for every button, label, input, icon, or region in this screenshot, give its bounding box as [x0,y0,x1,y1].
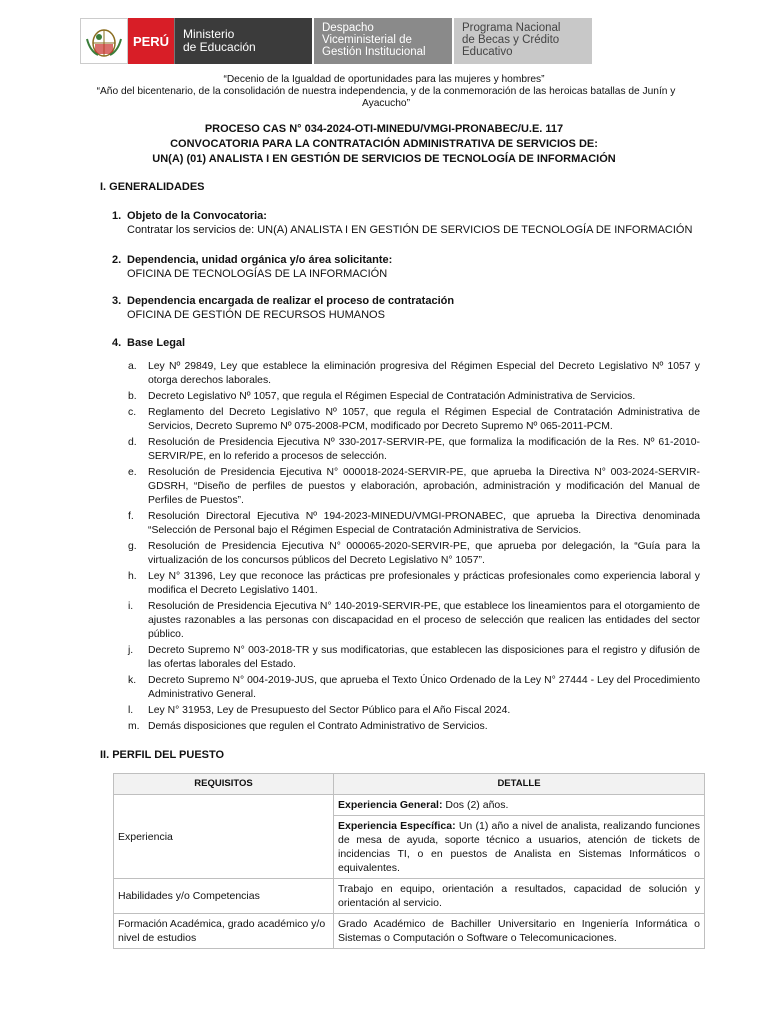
legal-text: Resolución de Presidencia Ejecutiva N° 140-2019-SERVIR-PE, que establece los lineamientos para el otorgamiento de ajustes razonables a las personas con discapacidad en el proceso de selección que realicen las entidades del sector público. [148,601,700,640]
base-legal-list [126,360,700,736]
legal-text: Resolución Directoral Ejecutiva Nº 194-2023-MINEDU/VMGI-PRONABEC, que aprueba la Directiva denominada “Selección de Personal bajo el Régimen Especial de Contratación Administrativa de Servicios. [148,511,700,536]
legal-item [126,720,700,734]
legal-letter: f. [128,511,134,522]
ministerio-line-2: de Educación [183,40,256,54]
legal-letter: g. [128,541,137,552]
exp-general-value: Dos (2) años. [442,799,509,811]
programa-line-3: Educativo [462,46,513,58]
column-header-detalle: DETALLE [334,774,705,795]
legal-text: Demás disposiciones que regulen el Contrato Administrativo de Servicios. [148,721,488,732]
table-header-row [114,774,705,795]
legal-item [126,674,700,702]
legal-letter: d. [128,437,137,448]
section-generalidades: I. GENERALIDADES [100,181,205,193]
table-row [114,795,705,816]
item-objeto [112,209,692,237]
legal-text: Ley N° 31396, Ley que reconoce las prácticas pre profesionales y prácticas profesionales como experiencia laboral y modifica el Decreto Legislativo 1401. [148,571,700,596]
cell-exp-general [334,795,705,816]
item-number: 2. [112,254,122,266]
title-line-1: PROCESO CAS N° 034-2024-OTI-MINEDU/VMGI-PRONABEC/U.E. 117 [204,123,564,135]
ministerio-logo [174,18,312,64]
item-title: Dependencia encargada de realizar el proceso de contratación [127,295,455,307]
despacho-line-3: Gestión Institucional [322,46,426,58]
legal-text: Resolución de Presidencia Ejecutiva Nº 330-2017-SERVIR-PE, que formaliza la modificación de la Res. Nº 61-2010-SERVIR/PE, en lo referido a procesos de selección. [148,437,700,462]
legal-item [126,510,700,538]
legal-letter: h. [128,571,137,582]
despacho-line-1: Despacho [322,22,374,34]
despacho-line-2: Viceministerial de [322,34,412,46]
cell-exp-especifica [334,816,705,879]
legal-item [126,466,700,508]
legal-text: Resolución de Presidencia Ejecutiva N° 000018-2024-SERVIR-PE, que aprueba la Directiva N° 003-2024-SERVIR-GDSRH, “Diseño de perfiles de puestos y elaboración, aprobación, administración y modificación del Manual de Perfiles de Puestos”. [148,467,700,506]
legal-text: Decreto Supremo N° 004-2019-JUS, que aprueba el Texto Único Ordenado de la Ley N° 27444 - Ley del Procedimiento Administrativo General. [148,675,700,700]
coat-of-arms-icon [80,18,128,64]
section-perfil: II. PERFIL DEL PUESTO [100,749,225,761]
legal-text: Reglamento del Decreto Legislativo Nº 1057, que regula el Régimen Especial de Contratación Administrativa de Servicios, Decreto Supremo Nº 075-2008-PCM, modificado por Decreto Supremo Nº 065-2011-PCM. [148,407,700,432]
cell-habilidades-value: Trabajo en equipo, orientación a resultados, capacidad de solución y orientación al servicio. [334,879,705,914]
exp-especifica-value: Un (1) año a nivel de analista, realizando funciones de mesa de ayuda, soporte técnico a usuarios, atención de tickets de incidencias TI, o en puestos de Analista en Sistemas Informáticos o equivalentes. [338,820,701,874]
despacho-logo [314,18,452,64]
legal-item [126,390,700,404]
item-dependencia [112,253,392,281]
item-value: OFICINA DE GESTIÓN DE RECURSOS HUMANOS [127,309,385,321]
legal-text: Decreto Legislativo Nº 1057, que regula el Régimen Especial de Contratación Administrativa de Servicios. [148,391,636,402]
cell-formacion: Formación Académica, grado académico y/o nivel de estudios [114,914,334,949]
legal-letter: j. [128,645,134,656]
legal-letter: k. [128,675,137,686]
ministerio-line-1: Ministerio [183,27,235,41]
title-line-2: CONVOCATORIA PARA LA CONTRATACIÓN ADMINISTRATIVA DE SERVICIOS DE: [170,138,598,150]
legal-item [126,600,700,642]
document-title [0,122,768,167]
programa-line-1: Programa Nacional [462,22,561,34]
legal-text: Ley N° 31953, Ley de Presupuesto del Sector Público para el Año Fiscal 2024. [148,705,511,716]
exp-general-label: Experiencia General: [338,799,443,811]
item-title: Base Legal [127,337,186,349]
legal-letter: m. [128,721,140,732]
legal-letter: b. [128,391,137,402]
legal-item [126,360,700,388]
legal-letter: a. [128,361,137,372]
legal-item [126,570,700,598]
column-header-requisitos: REQUISITOS [114,774,334,795]
legal-letter: l. [128,705,134,716]
legal-item [126,406,700,434]
programa-line-2: de Becas y Crédito [462,34,560,46]
anio-text: “Año del bicentenario, de la consolidación de nuestra independencia, y de la conmemoración de las heroicas batallas de Junín y Ayacucho” [96,86,676,109]
item-title: Objeto de la Convocatoria: [127,210,267,222]
cell-formacion-value: Grado Académico de Bachiller Universitario en Ingeniería Informática o Sistemas o Computación o Software o Telecomunicaciones. [334,914,705,949]
legal-text: Ley Nº 29849, Ley que establece la eliminación progresiva del Régimen Especial del Decreto Legislativo Nº 1057 y otorga derechos laborales. [148,361,700,386]
legal-text: Decreto Supremo N° 003-2018-TR y sus modificatorias, que establecen las disposiciones para el registro y difusión de las ofertas laborales del Estado. [148,645,700,670]
decenio-text: “Decenio de la Igualdad de oportunidades para las mujeres y hombres” [223,74,545,85]
item-dependencia-encargada [112,294,454,322]
item-number: 3. [112,295,122,307]
table-row [114,914,705,949]
cell-habilidades: Habilidades y/o Competencias [114,879,334,914]
programa-logo [454,18,592,64]
legal-item [126,436,700,464]
item-title: Dependencia, unidad orgánica y/o área solicitante: [127,254,393,266]
header-logos [80,18,592,64]
legal-letter: e. [128,467,137,478]
legal-text: Resolución de Presidencia Ejecutiva N° 000065-2020-SERVIR-PE, que aprueba por delegación, la “Guía para la virtualización de los concursos públicos del Decreto Legislativo N° 1057”. [148,541,700,566]
legal-item [126,540,700,568]
legal-letter: i. [128,601,134,612]
item-value: Contratar los servicios de: UN(A) ANALISTA I EN GESTIÓN DE SERVICIOS DE TECNOLOGÍA DE INFORMACIÓN [127,224,693,236]
requirements-table [113,773,705,949]
item-number: 1. [112,210,122,222]
legal-item [126,704,700,718]
exp-especifica-label: Experiencia Específica: [338,820,456,832]
item-number: 4. [112,337,122,349]
title-line-3: UN(A) (01) ANALISTA I EN GESTIÓN DE SERVICIOS DE TECNOLOGÍA DE INFORMACIÓN [152,153,616,165]
legal-item [126,644,700,672]
table-row [114,879,705,914]
legal-letter: c. [128,407,137,418]
item-value: OFICINA DE TECNOLOGÍAS DE LA INFORMACIÓN [127,268,388,280]
item-base-legal [112,336,185,350]
peru-logo: PERÚ [128,18,174,64]
cell-experiencia: Experiencia [114,795,334,879]
